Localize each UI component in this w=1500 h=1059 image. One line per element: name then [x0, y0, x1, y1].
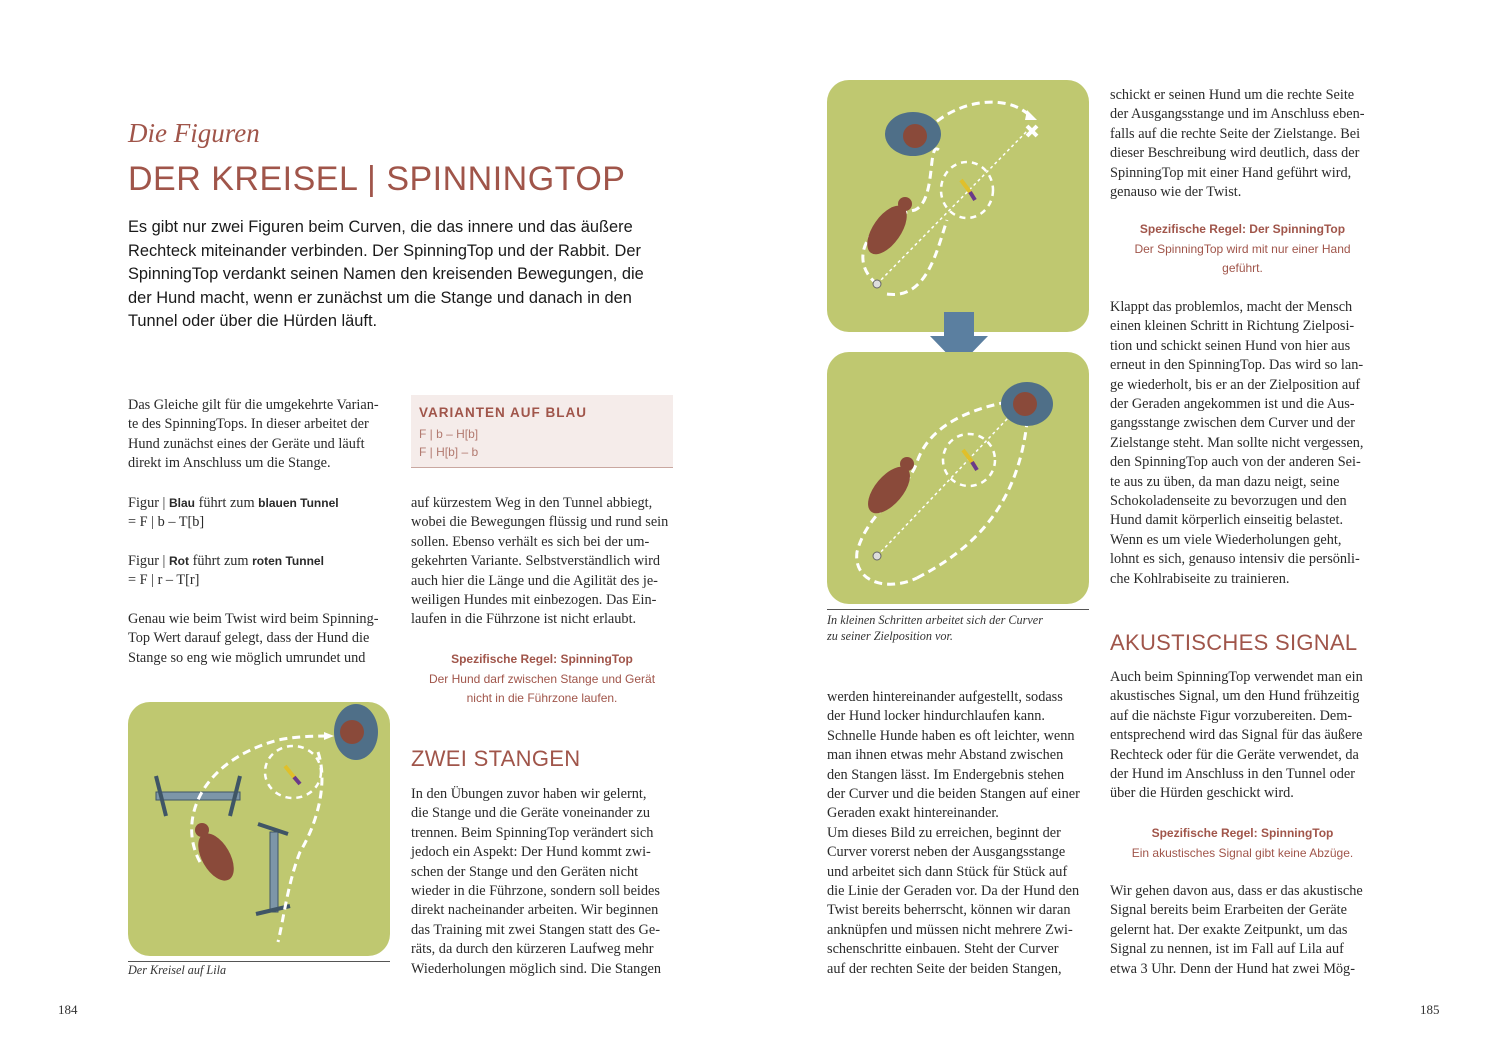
dog-head: [195, 823, 209, 837]
text-line: auch hier die Länge und die Agilität des je-: [411, 572, 658, 589]
col1-paragraph-1: [128, 396, 388, 474]
text-line: Wir gehen davon aus, dass er das akustische: [1110, 883, 1363, 899]
text-line: genauso wie der Twist.: [1110, 184, 1242, 201]
pole-base: [972, 462, 977, 470]
text-line: der Hund locker hindurchlaufen kann.: [827, 708, 1045, 725]
intro-line: Tunnel oder über die Hürden läuft.: [128, 312, 378, 330]
text-line: einen kleinen Schritt in Richtung Zielposi-: [1110, 318, 1355, 335]
text-line: falls auf die rechte Seite der Zielstange. Bei: [1110, 125, 1361, 142]
rule-title: Spezifische Regel: SpinningTop: [451, 652, 633, 666]
col1-paragraph-2: [128, 610, 388, 668]
text-line: wobei die Bewegungen flüssig und rund sein: [411, 514, 669, 531]
section-kicker: Die Figuren: [128, 118, 260, 148]
text-line: te des SpinningTops. In dieser arbeitet der: [128, 416, 369, 433]
variants-box: [411, 395, 673, 468]
text-line: werden hintereinander aufgestellt, sodass: [827, 689, 1063, 705]
person-head: [903, 124, 927, 148]
text-line: schickt er seinen Hund um die rechte Seite: [1110, 87, 1355, 103]
text-line: weiligen Hundes mit einbezogen. Das Ein-: [411, 592, 657, 609]
text-line: die Linie der Geraden vor. Da der Hund den: [827, 883, 1080, 900]
text-line: über die Hürden geschickt wird.: [1110, 785, 1294, 802]
text-line: man ihnen etwas mehr Abstand zwischen: [827, 747, 1064, 764]
text-line: Schnelle Hunde haben es oft leichter, wenn: [827, 727, 1075, 744]
text-line: Hund damit körperlich einseitig belastet.: [1110, 512, 1344, 529]
text-line: Signal zu nennen, ist im Fall auf Lila auf: [1110, 941, 1344, 958]
dog-head: [898, 197, 912, 211]
formula-mid: führt zum: [189, 553, 253, 569]
text-line: entsprechend wird das Signal für das äußere: [1110, 727, 1363, 744]
rule-line: Der Hund darf zwischen Stange und Gerät: [428, 671, 656, 686]
text-line: Um dieses Bild zu erreichen, beginnt der: [827, 824, 1061, 841]
caption-rule: [827, 609, 1089, 610]
heading-akustisches-signal: AKUSTISCHES SIGNAL: [1110, 630, 1358, 655]
col4-paragraph-1: [1110, 86, 1375, 202]
pole-base: [294, 777, 300, 784]
col2-paragraph-1: [411, 494, 673, 630]
text-line: che Kohlrabiseite zu trainieren.: [1110, 570, 1290, 587]
text-line: erneut in den SpinningTop. Das wird so lan-: [1110, 357, 1364, 374]
intro-line: der Hund macht, wenn er zunächst um die Stange und danach in den: [128, 288, 632, 307]
arrow-head: [1025, 110, 1037, 120]
rule-line: Ein akustisches Signal gibt keine Abzüge.: [1131, 845, 1354, 860]
text-line: Stange so eng wie möglich umrundet und: [128, 649, 366, 666]
formula-expression: = F | r – T[r]: [128, 572, 200, 589]
text-line: te aus zu üben, da man dazu neigt, seine: [1110, 473, 1340, 490]
text-line: direkt im Anschluss um die Stange.: [128, 455, 331, 472]
text-line: sollen. Ebenso verhält es sich bei der um-: [411, 533, 650, 550]
page-title: DER KREISEL | SPINNINGTOP: [128, 160, 626, 198]
text-line: tion und schickt seinen Hund von hier aus: [1110, 337, 1351, 354]
text-line: Schokoladenseite zu bevorzugen und den: [1110, 493, 1347, 510]
pole-base: [970, 192, 975, 200]
col3-paragraph: [827, 688, 1089, 979]
text-line: Genau wie beim Twist wird beim Spinning-: [128, 611, 379, 627]
text-line: akustisches Signal, um den Hund frühzeitig: [1110, 688, 1360, 705]
formula-target: roten Tunnel: [252, 554, 324, 568]
rule-box-2: [1110, 220, 1375, 279]
text-line: Top Wert darauf gelegt, dass der Hund die: [128, 630, 370, 647]
arrow-head: [324, 732, 334, 740]
col2-paragraph-2: [411, 785, 673, 979]
text-line: der Geraden angekommen ist und die Aus-: [1110, 396, 1355, 413]
formula-target: blauen Tunnel: [258, 496, 339, 510]
formula-mid: führt zum: [195, 495, 259, 511]
diagram-step-2: [827, 352, 1089, 604]
pole-circle: [265, 746, 321, 798]
dog-path: [917, 422, 1027, 578]
rule-title: Spezifische Regel: SpinningTop: [1151, 826, 1334, 840]
text-line: die Stange und die Geräte voneinander zu: [411, 805, 650, 822]
page-number-left: 184: [58, 1002, 78, 1017]
diagram-step-1: [827, 80, 1089, 332]
text-line: Curver vorerst neben der Ausgangsstange: [827, 844, 1066, 861]
col4-paragraph-4: [1110, 882, 1375, 979]
rule-box-3: [1110, 824, 1375, 863]
text-line: Das Gleiche gilt für die umgekehrte Varian-: [128, 397, 379, 413]
col4-paragraph-2: [1110, 298, 1375, 589]
variant-line: F | H[b] – b: [419, 445, 479, 459]
text-line: Wiederholungen möglich sind. Die Stangen: [411, 960, 661, 977]
text-line: den SpinningTop auch von der anderen Sei-: [1110, 454, 1361, 471]
text-line: Wenn es um viele Wiederholungen geht,: [1110, 531, 1342, 548]
rule-line: geführt.: [1222, 261, 1263, 275]
text-line: etwa 3 Uhr. Denn der Hund hat zwei Mög-: [1110, 960, 1355, 977]
text-line: auf die nächste Figur vorzubereiten. Dem-: [1110, 707, 1353, 724]
text-line: Hund zunächst eines der Geräte und läuft: [128, 435, 365, 452]
figure-caption: Der Kreisel auf Lila: [128, 963, 227, 977]
person-head: [340, 720, 364, 744]
text-line: gekehrten Variante. Selbstverständlich wird: [411, 553, 661, 570]
variant-line: F | b – H[b]: [419, 427, 479, 441]
variants-box-title: VARIANTEN AUF BLAU: [419, 405, 587, 420]
text-line: Twist bereits beherrscht, können wir daran: [827, 902, 1071, 919]
formula-prefix: Figur |: [128, 495, 169, 511]
diagram-step-2-svg: [827, 352, 1089, 604]
formula-blau: [128, 494, 388, 533]
text-line: Klappt das problemlos, macht der Mensch: [1110, 299, 1353, 315]
figure-caption-right: In kleinen Schritten arbeitet sich der Curver zu seiner Zielposition vor.: [827, 613, 1043, 643]
start-pole: [873, 280, 881, 288]
formula-rot: [128, 552, 388, 591]
formula-color: Blau: [169, 496, 196, 510]
text-line: In den Übungen zuvor haben wir gelernt,: [411, 786, 647, 802]
rule-title: Spezifische Regel: Der SpinningTop: [1139, 222, 1346, 236]
text-line: auf der rechten Seite der beiden Stangen,: [827, 960, 1062, 977]
formula-prefix: Figur |: [128, 553, 169, 569]
target-x: [1027, 126, 1037, 136]
text-line: gelernt hat. Der exakte Zeitpunkt, um das: [1110, 921, 1348, 938]
text-line: laufen in die Führzone ist nicht erlaubt.: [411, 611, 637, 628]
text-line: wieder in die Führzone, sondern soll beides: [411, 883, 660, 900]
rule-box-1: [411, 650, 673, 709]
intro-line: Es gibt nur zwei Figuren beim Curven, die das innere und das äußere: [128, 218, 633, 236]
text-line: schenschritte einbauen. Steht der Curver: [827, 941, 1059, 958]
dog-path: [278, 752, 322, 942]
diagram-kreisel-lila-svg: [128, 702, 390, 956]
text-line: Signal bereits beim Erarbeiten der Geräte: [1110, 902, 1347, 919]
page-number-right: 185: [1420, 1002, 1440, 1017]
text-line: gangsstange zwischen dem Curver und der: [1110, 415, 1355, 432]
person-head: [1013, 392, 1037, 416]
intro-line: Rechteck miteinander verbinden. Der SpinningTop und der Rabbit. Der: [128, 241, 641, 260]
text-line: den Stangen lässt. Im Endergebnis stehen: [827, 766, 1065, 783]
rule-line: nicht in die Führzone laufen.: [466, 691, 618, 705]
col4-paragraph-3: [1110, 668, 1375, 804]
text-line: schen der Stange und den Geräten nicht: [411, 863, 639, 880]
text-line: der Ausgangsstange und im Anschluss eben-: [1110, 106, 1365, 123]
text-line: lohnt es sich, genauso intensiv die persönli-: [1110, 551, 1360, 568]
hurdle-bar: [270, 832, 278, 912]
text-line: ge wiederholt, bis er an der Zielposition auf: [1110, 376, 1361, 393]
text-line: dieser Beschreibung wird deutlich, dass der: [1110, 145, 1360, 162]
formula-expression: = F | b – T[b]: [128, 514, 205, 531]
text-line: und arbeitet sich dann Stück für Stück auf: [827, 863, 1068, 880]
text-line: der Hund im Anschluss in den Tunnel oder: [1110, 766, 1356, 783]
text-line: jedoch ein Aspekt: Der Hund kommt zwi-: [411, 844, 651, 861]
text-line: Zielstange steht. Man sollte nicht vergessen,: [1110, 434, 1364, 451]
rule-line: Der SpinningTop wird mit nur einer Hand: [1134, 241, 1351, 256]
dog-head: [900, 457, 914, 471]
text-line: trennen. Beim SpinningTop verändert sich: [411, 824, 654, 841]
intro-line: SpinningTop verdankt seinen Namen den kreisenden Bewegungen, die: [128, 265, 644, 283]
text-line: anknüpfen und müssen nicht mehrere Zwi-: [827, 921, 1073, 938]
text-line: das Training mit zwei Stangen statt des Ge-: [411, 921, 660, 938]
text-line: direkt nacheinander arbeiten. Wir beginnen: [411, 902, 659, 919]
text-line: räts, da durch den kürzeren Laufweg mehr: [411, 941, 654, 958]
diagram-step-1-svg: [827, 80, 1089, 332]
diagram-kreisel-lila: [128, 702, 390, 956]
intro-paragraph: [128, 216, 688, 334]
text-line: SpinningTop mit einer Hand geführt wird,: [1110, 164, 1352, 181]
text-line: Auch beim SpinningTop verwendet man ein: [1110, 669, 1363, 685]
start-pole: [873, 552, 881, 560]
text-line: auf kürzestem Weg in den Tunnel abbiegt,: [411, 495, 653, 511]
heading-zwei-stangen: ZWEI STANGEN: [411, 746, 581, 771]
text-line: der Curver und die beiden Stangen auf einer: [827, 786, 1080, 803]
formula-color: Rot: [169, 554, 189, 568]
text-line: Geraden exakt hintereinander.: [827, 805, 999, 822]
text-line: Rechteck oder für die Geräte verwendet, da: [1110, 746, 1359, 763]
